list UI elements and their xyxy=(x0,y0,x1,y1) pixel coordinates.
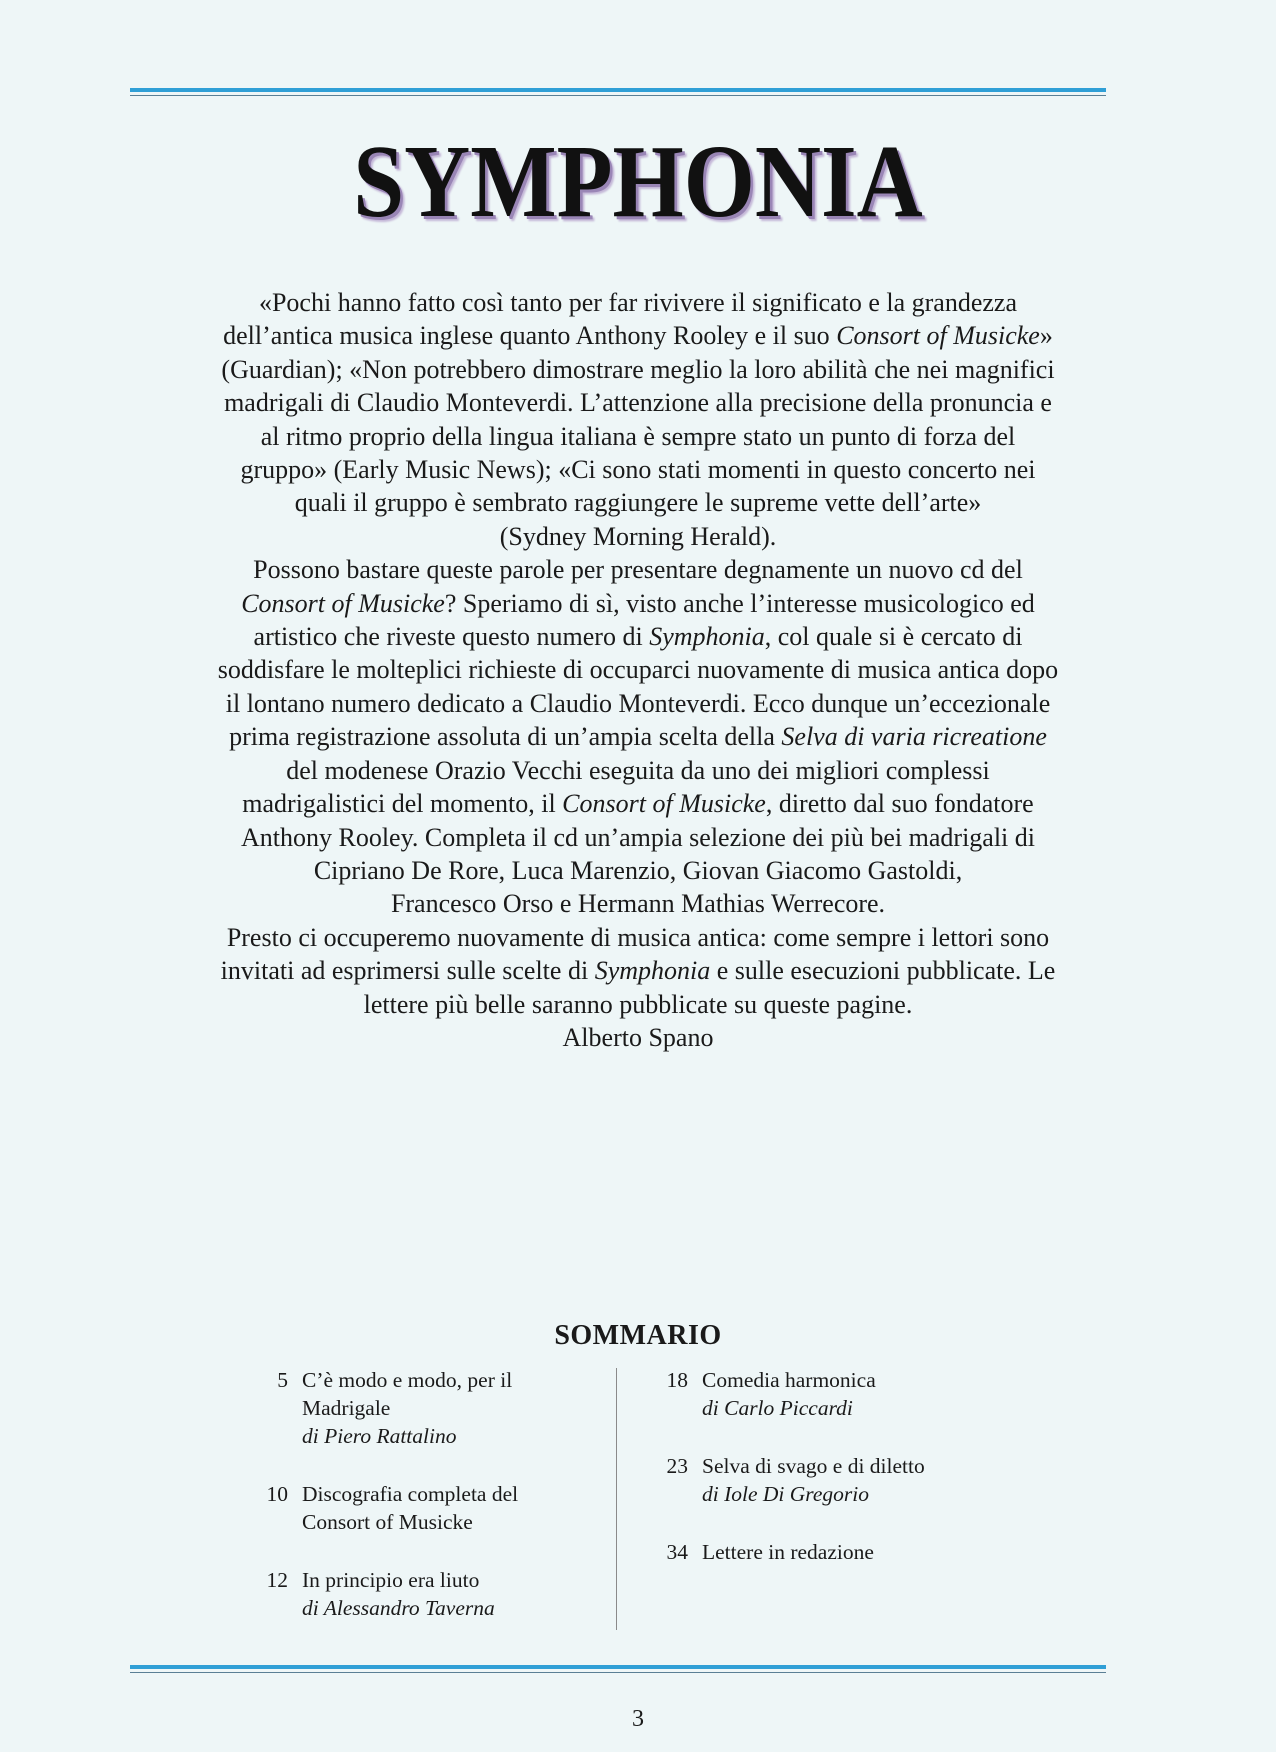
editorial-line xyxy=(120,754,1156,787)
text-span: Francesco Orso e Hermann Mathias Werrecore. xyxy=(390,889,886,919)
editorial-line xyxy=(120,954,1156,987)
text-span: prima registrazione assoluta di un’ampia scelta della xyxy=(229,722,782,752)
toc-page-number: 12 xyxy=(266,1568,288,1592)
toc-text xyxy=(702,1452,1000,1508)
text-span: dell’antica musica inglese quanto Anthony Rooley e il suo xyxy=(223,321,837,351)
text-span: (Guardian); «Non potrebbero dimostrare meglio la loro abilità che nei magnifici xyxy=(221,354,1055,384)
text-span: madrigali di Claudio Monteverdi. L’attenzione alla precisione della pronuncia e xyxy=(224,388,1052,418)
toc-author: di Iole Di Gregorio xyxy=(702,1482,870,1506)
top-rule xyxy=(130,88,1106,96)
bottom-rule xyxy=(130,1665,1106,1673)
text-span: » xyxy=(1039,321,1053,351)
text-span: lettere più belle saranno pubblicate su queste pagine. xyxy=(363,989,913,1019)
text-span: invitati ad esprimersi sulle scelte di xyxy=(220,956,595,986)
text-span: il lontano numero dedicato a Claudio Monteverdi. Ecco dunque un’eccezionale xyxy=(225,688,1051,718)
editorial-line xyxy=(120,821,1156,854)
toc-text xyxy=(302,1480,580,1536)
toc-author: di Alessandro Taverna xyxy=(302,1596,495,1620)
editorial-line xyxy=(120,386,1156,419)
text-span: al ritmo proprio della lingua italiana è sempre stato un punto di forza del xyxy=(260,421,1016,451)
editorial-line xyxy=(120,921,1156,954)
text-span: Cipriano De Rore, Luca Marenzio, Giovan Giacomo Gastoldi, xyxy=(313,855,963,885)
text-span: artistico che riveste questo numero di xyxy=(253,622,650,652)
toc-entry xyxy=(640,1366,1000,1422)
text-span: soddisfare le molteplici richieste di occuparci nuovamente di musica antica dopo xyxy=(217,655,1059,685)
toc-right-column xyxy=(640,1366,1000,1596)
editorial-line xyxy=(120,620,1156,653)
toc-page-number: 23 xyxy=(666,1454,688,1478)
text-span: Possono bastare queste parole per presentare degnamente un nuovo cd del xyxy=(253,555,1023,585)
toc-entry xyxy=(640,1538,1000,1566)
editorial-line xyxy=(120,319,1156,352)
editorial-line xyxy=(120,420,1156,453)
toc-author: di Piero Rattalino xyxy=(302,1424,457,1448)
italic-title: Consort of Musicke xyxy=(562,789,766,819)
italic-title: Selva di varia ricreatione xyxy=(781,722,1047,752)
italic-title: Symphonia xyxy=(649,622,765,652)
italic-title: Consort of Musicke xyxy=(241,588,445,618)
editorial-line xyxy=(120,353,1156,386)
toc-page-number: 34 xyxy=(666,1540,688,1564)
editorial-text xyxy=(120,286,1156,1054)
toc-entry xyxy=(240,1366,580,1450)
toc-title-line: Madrigale xyxy=(302,1396,391,1420)
editorial-line xyxy=(120,486,1156,519)
toc-entry xyxy=(240,1480,580,1536)
editorial-line xyxy=(120,553,1156,586)
editorial-line xyxy=(120,587,1156,620)
editorial-line xyxy=(120,653,1156,686)
toc-title-line: Discografia completa del xyxy=(302,1482,519,1506)
toc-text xyxy=(702,1366,1000,1422)
editorial-line xyxy=(120,854,1156,887)
toc-title-line: Selva di svago e di diletto xyxy=(702,1454,925,1478)
toc-page-number: 5 xyxy=(277,1368,288,1392)
text-span: Presto ci occuperemo nuovamente di musica antica: come sempre i lettori sono xyxy=(226,922,1050,952)
italic-title: Symphonia xyxy=(594,956,711,986)
text-span: , diretto dal suo fondatore xyxy=(765,789,1034,819)
text-span: del modenese Orazio Vecchi eseguita da uno dei migliori complessi xyxy=(286,755,990,785)
toc-title-line: In principio era liuto xyxy=(302,1568,480,1592)
toc-text xyxy=(302,1366,580,1450)
text-span: (Sydney Morning Herald). xyxy=(499,521,777,551)
toc-text xyxy=(702,1538,1000,1566)
toc-title-line: Consort of Musicke xyxy=(302,1510,473,1534)
toc-title-line: Comedia harmonica xyxy=(702,1368,876,1392)
editorial-line xyxy=(120,286,1156,319)
toc-left-column xyxy=(240,1366,580,1652)
toc-entry xyxy=(640,1452,1000,1508)
editorial-line xyxy=(120,520,1156,553)
editorial-line xyxy=(120,687,1156,720)
toc-author: di Carlo Piccardi xyxy=(702,1396,853,1420)
text-span: ? Speriamo di sì, visto anche l’interesse musicologico ed xyxy=(444,588,1035,618)
text-span: Alberto Spano xyxy=(562,1022,714,1052)
text-span: «Pochi hanno fatto così tanto per far rivivere il significato e la grandezza xyxy=(258,288,1018,317)
editorial-line xyxy=(120,787,1156,820)
editorial-line xyxy=(120,988,1156,1021)
editorial-line xyxy=(120,453,1156,486)
editorial-line xyxy=(120,720,1156,753)
text-span: , col quale si è cercato di xyxy=(764,622,1023,652)
editorial-line xyxy=(120,887,1156,920)
toc-page-number: 10 xyxy=(266,1482,288,1506)
sommario-heading: SOMMARIO xyxy=(554,1320,722,1351)
text-span: Anthony Rooley. Completa il cd un’ampia selezione dei più bei madrigali di xyxy=(240,822,1035,852)
toc-entry xyxy=(240,1566,580,1622)
toc-divider xyxy=(616,1368,617,1630)
text-span: madrigalistici del momento, il xyxy=(242,789,563,819)
toc-page-number: 18 xyxy=(666,1368,688,1392)
page-number: 3 xyxy=(632,1706,644,1732)
text-span: e sulle esecuzioni pubblicate. Le xyxy=(710,956,1056,986)
italic-title: Consort of Musicke xyxy=(836,321,1040,351)
text-span: quali il gruppo è sembrato raggiungere le supreme vette dell’arte» xyxy=(294,488,982,518)
text-span: gruppo» (Early Music News); «Ci sono stati momenti in questo concerto nei xyxy=(240,455,1036,485)
toc-title-line: C’è modo e modo, per il xyxy=(302,1368,513,1392)
masthead-title: SYMPHONIA xyxy=(353,124,923,239)
editorial-line xyxy=(120,1021,1156,1054)
toc-title-line: Lettere in redazione xyxy=(702,1540,874,1564)
toc-text xyxy=(302,1566,580,1622)
